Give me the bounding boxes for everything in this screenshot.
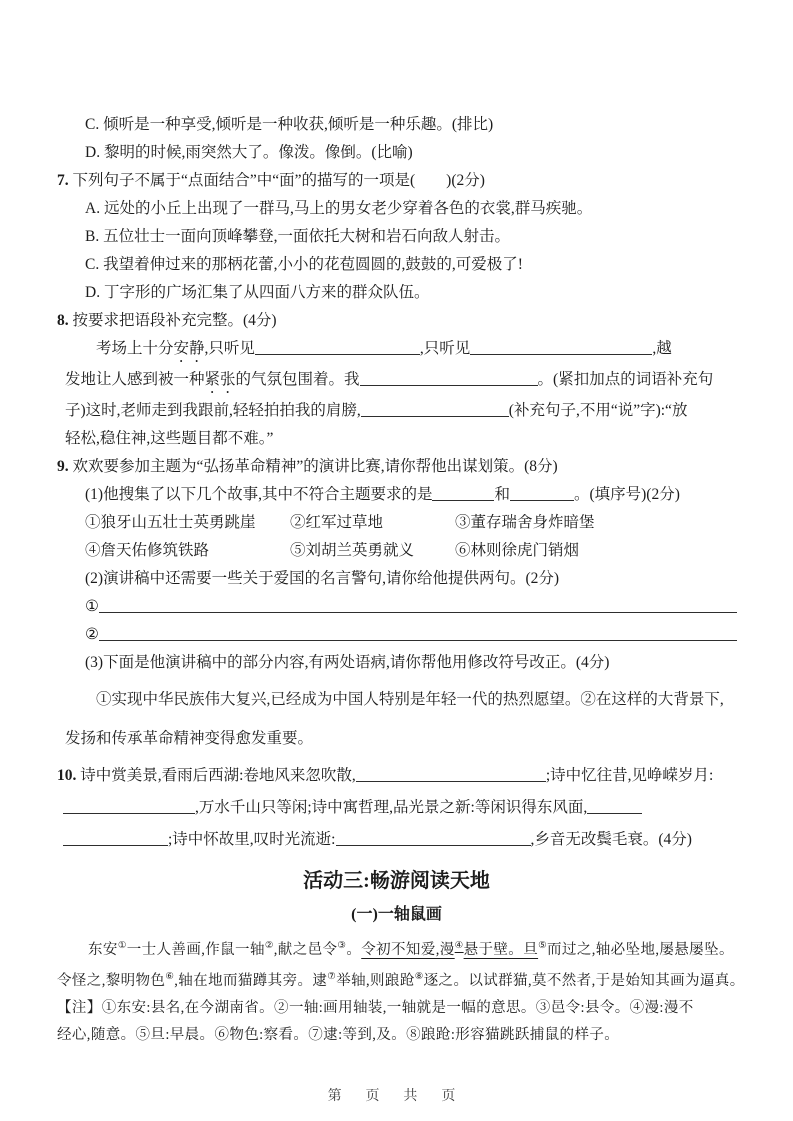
text-run: ②: [264, 941, 274, 951]
q9-speech-excerpt-line-2: [65, 725, 793, 753]
text-run: 考场上十分: [96, 340, 174, 357]
text-run: 9.: [57, 458, 73, 475]
q7-option-a: [85, 195, 793, 223]
text-run: A. 远处的小丘上出现了一群马,马上的男女老少穿着各色的衣裳,群马疾驰。: [85, 200, 593, 217]
text-run: ,只听见: [204, 340, 255, 357]
q8-text-line-3: [65, 397, 793, 425]
q9-sub1-stem: [85, 481, 793, 509]
text-run: 轻松,稳住神,这些题目都不难。”: [65, 430, 274, 447]
text-run: ⑥林则徐虎门销烟: [455, 542, 580, 559]
q7-option-b: [85, 223, 793, 251]
q10-stem: [57, 762, 793, 790]
reading-passage-line-1: [57, 933, 793, 964]
q7-stem: [57, 167, 793, 195]
text-run: 。(紧扣加点的词语补充句: [537, 371, 714, 388]
q8-text-line-2: [65, 366, 793, 397]
q9-speech-excerpt-line-1: [65, 686, 793, 714]
q7-option-c: [85, 251, 793, 279]
text-run: ③董存瑞舍身炸暗堡: [455, 514, 595, 531]
text-run: ①: [85, 598, 99, 615]
q10-blank-1[interactable]: [356, 766, 546, 782]
document-body: [0, 111, 793, 1049]
text-run: 。(填序号)(2分): [573, 486, 680, 503]
text-run: 7.: [57, 172, 73, 189]
text-run: ⑤刘胡兰英勇就义: [290, 542, 415, 559]
text-run: ①狼牙山五壮士英勇跳崖: [85, 514, 256, 531]
section-title: [0, 865, 793, 897]
q8-blank-1[interactable]: [255, 339, 420, 355]
q8-blank-4[interactable]: [361, 401, 509, 417]
text-run: ④: [454, 941, 464, 951]
text-run: 的气氛包围着。我: [235, 371, 360, 388]
text-run: 诗中赏美景,看雨后西湖:卷地风来忽吹散,: [80, 767, 356, 784]
q9-story-options-row-1: [85, 509, 793, 537]
text-run: 安静: [173, 340, 205, 357]
q6-option-d: [85, 139, 793, 167]
text-run: 举轴,则踉跄: [336, 973, 415, 989]
text-run: 【注】①东安:县名,在今湖南省。②一轴:画用轴装,一轴就是一幅的意思。③邑令:县令。④漫:漫不: [57, 1000, 694, 1016]
text-run: 下列句子不属于“点面结合”中“面”的描写的一项是( )(2分): [72, 172, 485, 189]
q8-text-line-1: [65, 335, 793, 366]
text-run: 令初不知爱,漫: [361, 942, 455, 958]
text-run: 发地让人感到被一种: [65, 371, 205, 388]
text-run: B. 五位壮士一面向顶峰攀登,一面依托大树和岩石向敌人射击。: [85, 228, 510, 245]
text-run: 活动三:畅游阅读天地: [303, 870, 490, 892]
text-run: ,献之邑令: [273, 942, 338, 958]
text-run: D. 黎明的时候,雨突然大了。像泼。像倒。(比喻): [85, 144, 413, 161]
q6-option-c: [85, 111, 793, 139]
text-run: ,只听见: [419, 340, 471, 357]
text-run: ①实现中华民族伟大复兴,已经成为中国人特别是年轻一代的热烈愿望。②在这样的大背景下,: [96, 691, 724, 708]
text-run: ;诗中怀故里,叹时光流逝:: [168, 831, 336, 848]
q8-text-line-4: [65, 425, 793, 453]
q10-line-2: [63, 794, 793, 822]
text-run: ⑤: [538, 941, 548, 951]
text-run: 悬于壁。旦: [463, 942, 539, 958]
q7-option-d: [85, 279, 793, 307]
text-run: ①: [117, 941, 127, 951]
q8-blank-3[interactable]: [360, 370, 538, 386]
text-run: ,万水千山只等闲;诗中寓哲理,品光景之新:等闲识得东风面,: [195, 799, 588, 816]
text-run: (补充句子,不用“说”字):“放: [508, 402, 688, 419]
q8-blank-2[interactable]: [470, 339, 652, 355]
text-run: 。: [346, 942, 362, 958]
text-run: (一)一轴鼠画: [351, 906, 442, 923]
text-run: 10.: [57, 767, 81, 784]
text-run: (2)演讲稿中还需要一些关于爱国的名言警句,请你给他提供两句。(2分): [85, 570, 560, 587]
passage-notes-line-1: [57, 995, 793, 1022]
page-footer: 第 页 共 页: [327, 1087, 466, 1103]
text-run: ④詹天佑修筑铁路: [85, 542, 210, 559]
text-run: 令怪之,黎明物色: [57, 973, 166, 989]
text-run: 逐之。以试群猫,莫不然者,于是始知其画为逼真。: [423, 973, 745, 989]
q9-answer-line-1: [85, 593, 793, 621]
q9-1-blank-2[interactable]: [510, 485, 574, 501]
q10-blank-3a[interactable]: [587, 798, 642, 814]
q9-2-answer-blank-2[interactable]: [99, 625, 737, 641]
q10-line-3: [63, 826, 793, 854]
q9-stem: [57, 453, 793, 481]
q10-blank-3b[interactable]: [63, 830, 168, 846]
text-run: ,乡音无改鬓毛衰。(4分): [530, 831, 692, 848]
q9-sub3-stem: [85, 649, 793, 677]
reading-subtitle: [0, 901, 793, 929]
text-run: 发扬和传承革命精神变得愈发重要。: [65, 730, 314, 747]
q9-story-options-row-2: [85, 537, 793, 565]
text-run: 一士人善画,作鼠一轴: [126, 942, 265, 958]
text-run: ⑦: [327, 972, 337, 982]
text-run: (3)下面是他演讲稿中的部分内容,有两处语病,请你帮他用修改符号改正。(4分): [85, 654, 610, 671]
text-run: ⑧: [414, 972, 424, 982]
text-run: C. 倾听是一种享受,倾听是一种收获,倾听是一种乐趣。(排比): [85, 116, 494, 133]
q8-stem: [57, 307, 793, 335]
text-run: 东安: [88, 942, 118, 958]
passage-notes-line-2: [57, 1022, 793, 1049]
text-run: C. 我望着伸过来的那柄花蕾,小小的花苞圆圆的,鼓鼓的,可爱极了!: [85, 256, 523, 273]
text-run: 和: [494, 486, 510, 503]
text-run: ,轴在地而猫蹲其旁。逮: [174, 973, 328, 989]
text-run: 欢欢要参加主题为“弘扬革命精神”的演讲比赛,请你帮他出谋划策。(8分): [72, 458, 558, 475]
q9-answer-line-2: [85, 621, 793, 649]
q10-blank-4[interactable]: [336, 830, 531, 846]
text-run: ,越: [652, 340, 672, 357]
q9-1-blank-1[interactable]: [432, 485, 494, 501]
text-run: 经心,随意。⑤旦:早晨。⑥物色:察看。⑦逮:等到,及。⑧踉跄:形容猫跳跃捕鼠的样子。: [57, 1027, 620, 1043]
text-run: ②: [85, 626, 99, 643]
text-run: (1)他搜集了以下几个故事,其中不符合主题要求的是: [85, 486, 433, 503]
text-run: 按要求把语段补充完整。(4分): [72, 312, 277, 329]
reading-passage-line-2: [57, 964, 793, 995]
text-run: ;诗中忆往昔,见峥嵘岁月:: [545, 767, 714, 784]
text-run: ③: [337, 941, 347, 951]
text-run: 子)这时,老师走到我跟前,轻轻拍拍我的肩膀,: [65, 402, 361, 419]
text-run: D. 丁字形的广场汇集了从四面八方来的群众队伍。: [85, 284, 430, 301]
text-run: 8.: [57, 312, 73, 329]
text-run: ②红军过草地: [290, 514, 384, 531]
q9-sub2-stem: [85, 565, 793, 593]
text-run: ⑥: [165, 972, 175, 982]
text-run: 而过之,轴必坠地,屡悬屡坠。: [547, 942, 734, 958]
text-run: 紧张: [204, 371, 236, 388]
q9-2-answer-blank-1[interactable]: [99, 597, 737, 613]
q10-blank-2[interactable]: [63, 798, 195, 814]
